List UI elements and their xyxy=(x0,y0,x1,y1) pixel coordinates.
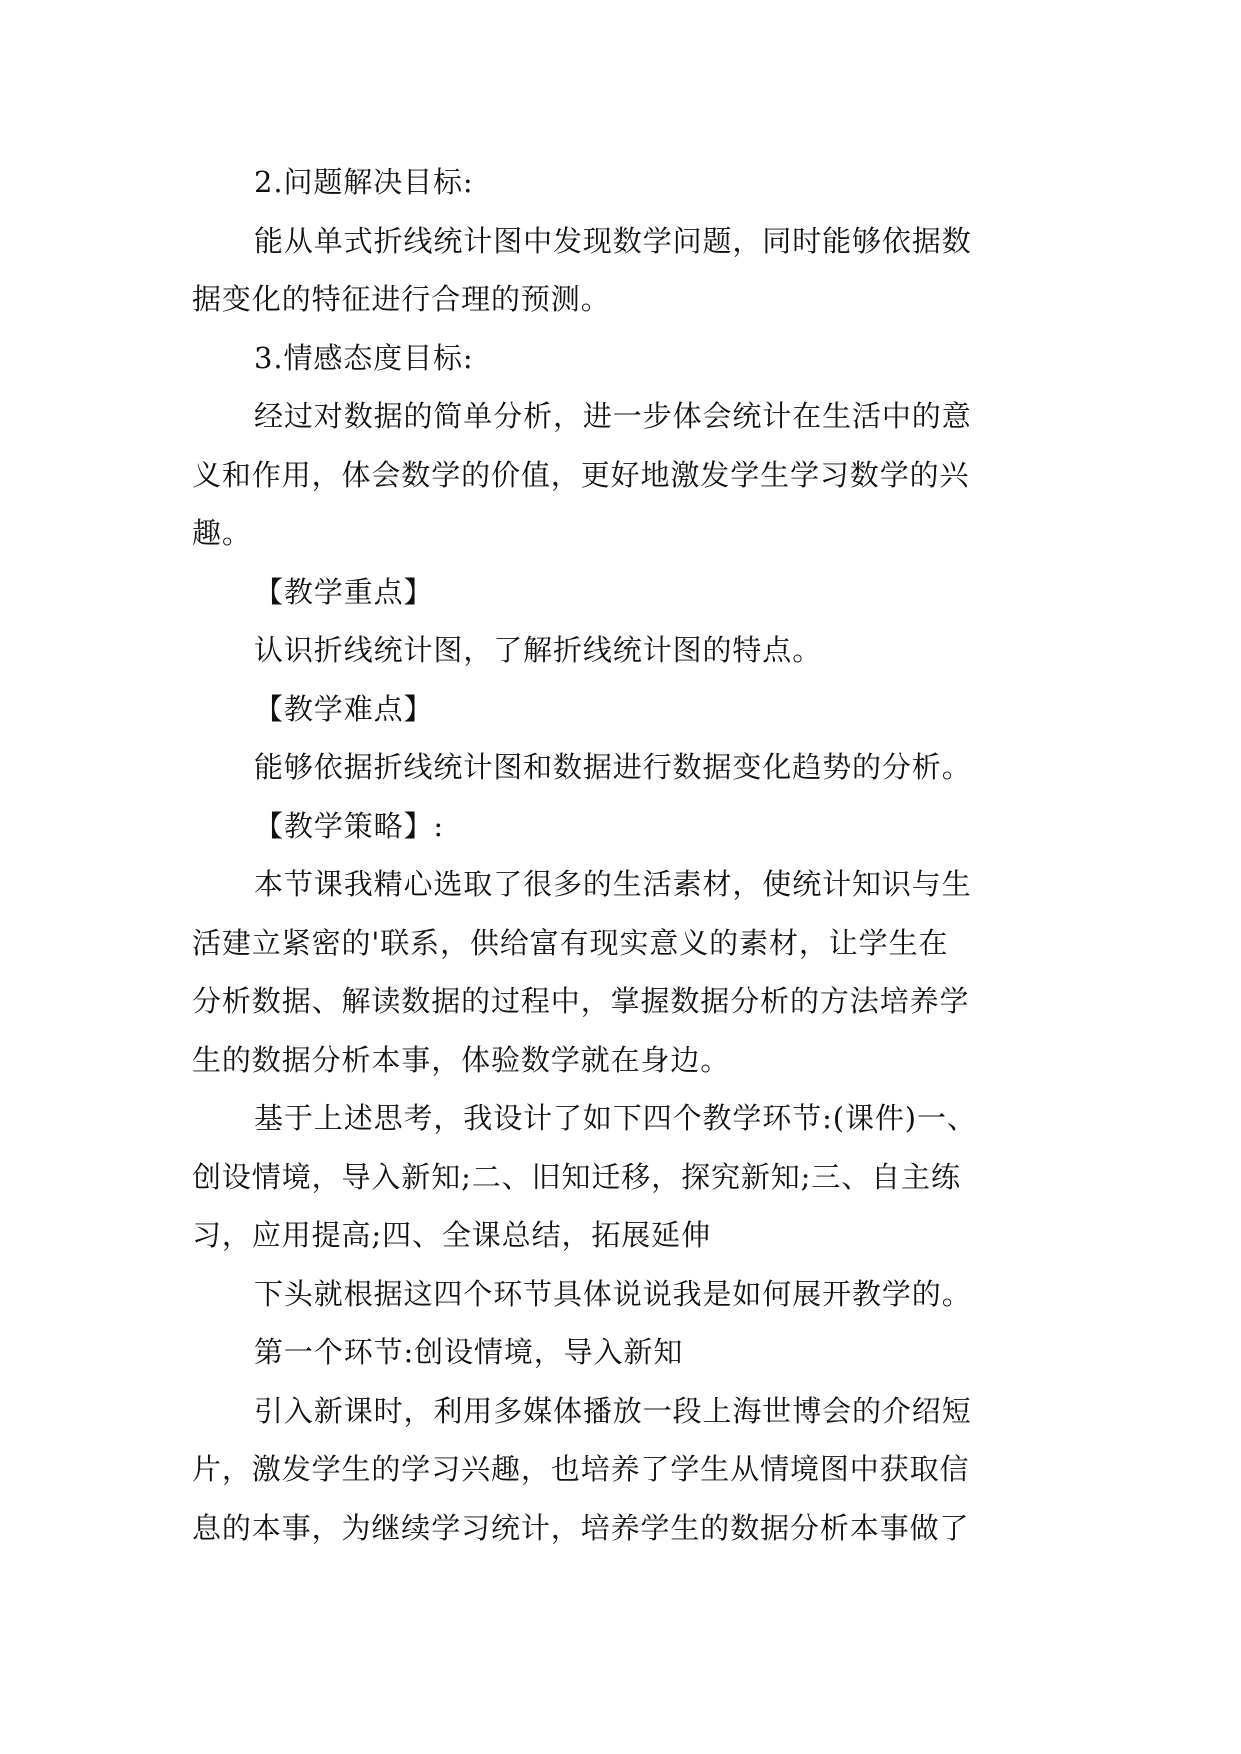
document-body xyxy=(192,153,1072,1557)
text-line: 本节课我精心选取了很多的生活素材，使统计知识与生 xyxy=(254,867,972,901)
text-line: 下头就根据这四个环节具体说说我是如何展开教学的。 xyxy=(254,1276,972,1311)
text-line: 能够依据折线统计图和数据进行数据变化趋势的分析。 xyxy=(254,750,972,784)
section-heading: 【教学重点】 xyxy=(254,574,434,609)
text-line: 生的数据分析本事，体验数学就在身边。 xyxy=(192,1042,731,1077)
text-line: 2.问题解决目标: xyxy=(254,165,474,199)
text-line: 引入新课时，利用多媒体播放一段上海世博会的介绍短 xyxy=(254,1393,972,1428)
text-line: 3.情感态度目标: xyxy=(254,340,474,375)
text-line: 据变化的特征进行合理的预测。 xyxy=(192,282,611,316)
text-line: 活建立紧密的'联系，供给富有现实意义的素材，让学生在 xyxy=(192,925,949,960)
section-heading: 【教学策略】: xyxy=(254,808,445,843)
text-line: 基于上述思考，我设计了如下四个教学环节:(课件)一、 xyxy=(254,1101,977,1135)
text-line: 趣。 xyxy=(192,516,252,550)
section-heading: 【教学难点】 xyxy=(254,691,434,726)
text-line: 第一个环节:创设情境，导入新知 xyxy=(254,1335,684,1369)
text-line: 能从单式折线统计图中发现数学问题，同时能够依据数 xyxy=(254,223,972,258)
text-line: 义和作用，体会数学的价值，更好地激发学生学习数学的兴 xyxy=(192,457,970,492)
text-line: 经过对数据的简单分析，进一步体会统计在生活中的意 xyxy=(254,399,972,433)
text-line: 创设情境，导入新知;二、旧知迁移，探究新知;三、自主练 xyxy=(192,1159,961,1194)
text-line: 片，激发学生的学习兴趣，也培养了学生从情境图中获取信 xyxy=(192,1452,970,1486)
text-line: 息的本事，为继续学习统计，培养学生的数据分析本事做了 xyxy=(192,1510,970,1545)
text-line: 分析数据、解读数据的过程中，掌握数据分析的方法培养学 xyxy=(192,984,970,1018)
text-line: 习，应用提高;四、全课总结，拓展延伸 xyxy=(192,1218,711,1252)
text-line: 认识折线统计图，了解折线统计图的特点。 xyxy=(254,633,823,667)
